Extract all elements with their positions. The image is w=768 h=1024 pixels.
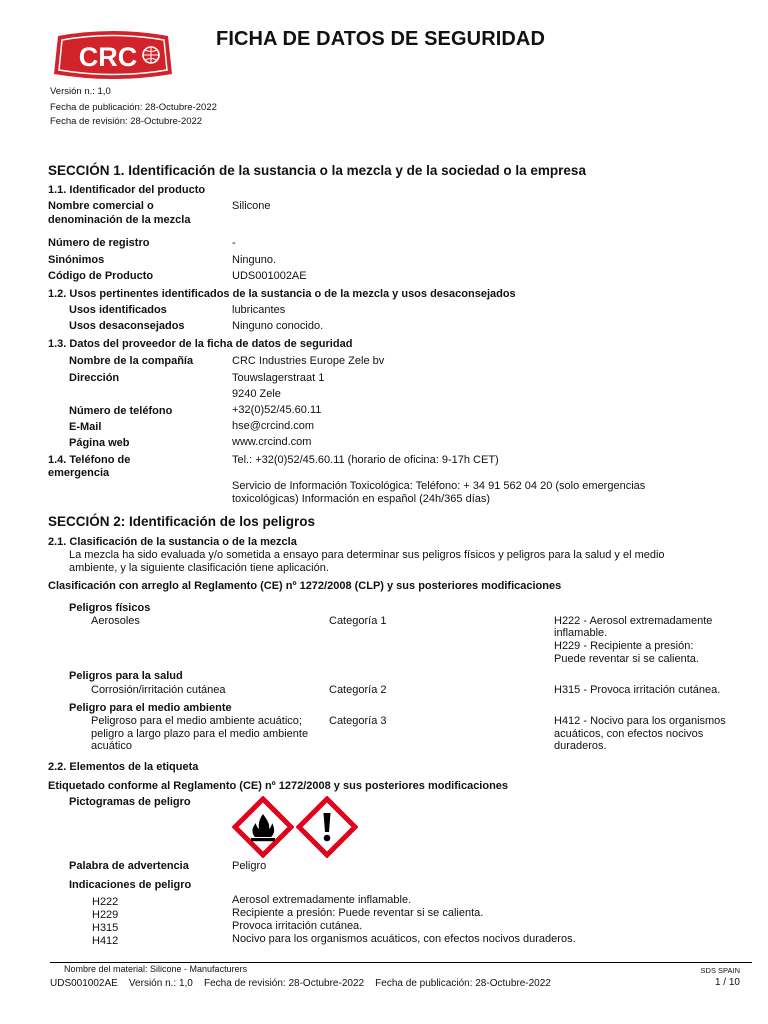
document-title: FICHA DE DATOS DE SEGURIDAD [216,28,546,50]
physical-hazard-h-2: inflamable. [554,627,608,639]
product-code-label: Código de Producto [48,270,154,282]
hazard-text: Nocivo para los organismos acuáticos, con efectos nocivos duraderos. [232,933,576,945]
hazard-text: Recipiente a presión: Puede reventar si se calienta. [232,907,484,919]
toxicology-line-1: Servicio de Información Toxicológica: Teléfono: + 34 91 562 04 20 (solo emergencias [232,480,646,492]
trade-name-value: Silicone [232,200,271,212]
env-hazard-item-3: acuático [91,740,132,752]
product-code-value: UDS001002AE [232,270,307,282]
physical-hazards-title: Peligros físicos [69,602,151,614]
flame-pictogram-icon [232,796,294,858]
emergency-phone-value: Tel.: +32(0)52/45.60.11 (horario de oficina: 9-17h CET) [232,454,499,466]
env-hazards-title: Peligro para el medio ambiente [69,702,232,714]
section-2-title: SECCIÓN 2: Identificación de los peligros [48,514,316,529]
subsection-1-3: 1.3. Datos del proveedor de la ficha de datos de seguridad [48,338,353,350]
address-label: Dirección [69,372,120,384]
hazard-text: Aerosol extremadamente inflamable. [232,894,412,906]
hazard-code: H222 [92,896,119,908]
footer-details: UDS001002AE Versión n.: 1,0 Fecha de revisión: 28-Octubre-2022 Fecha de publicación: 28-Octubre-2022 [50,978,551,989]
health-hazards-title: Peligros para la salud [69,670,183,682]
company-label: Nombre de la compañía [69,355,194,367]
trade-name-label-1: Nombre comercial o [48,200,154,212]
physical-hazard-item: Aerosoles [91,615,140,627]
env-hazard-item-1: Peligroso para el medio ambiente acuático; [91,715,302,727]
classification-text-2: ambiente, y la siguiente clasificación tiene aplicación. [69,562,329,574]
subsection-2-1: 2.1. Clasificación de la sustancia o de la mezcla [48,536,297,548]
physical-hazard-category: Categoría 1 [329,615,387,627]
hazard-code: H229 [92,909,119,921]
registration-value: - [232,237,236,249]
health-hazard-item: Corrosión/irritación cutánea [91,684,226,696]
env-hazard-h-2: acuáticos, con efectos nocivos [554,728,704,740]
address-line-1: Touwslagerstraat 1 [232,372,325,384]
hazard-text: Provoca irritación cutánea. [232,920,363,932]
hazard-code: H412 [92,935,119,947]
website-value: www.crcind.com [232,436,312,448]
revision-date: Fecha de revisión: 28-Octubre-2022 [50,116,203,127]
env-hazard-h-1: H412 - Nocivo para los organismos [554,715,726,727]
env-hazard-category: Categoría 3 [329,715,387,727]
website-label: Página web [69,437,130,449]
svg-text:CRC: CRC [78,42,138,72]
pictograms-label: Pictogramas de peligro [69,796,191,808]
toxicology-line-2: toxicológicas) Información en español (24h/365 días) [232,493,491,505]
signal-word-value: Peligro [232,860,267,872]
trade-name-label-2: denominación de la mezcla [48,214,191,226]
uses-advised-against-label: Usos desaconsejados [69,320,185,332]
crc-logo [50,30,176,80]
synonyms-label: Sinónimos [48,254,105,266]
email-value: hse@crcind.com [232,420,315,432]
env-hazard-h-3: duraderos. [554,740,607,752]
subsection-2-2: 2.2. Elementos de la etiqueta [48,761,199,773]
classification-text-1: La mezcla ha sido evaluada y/o sometida a ensayo para determinar sus peligros físicos y peligros para la salud y el medio [69,549,665,561]
email-label: E-Mail [69,421,102,433]
footer-material: Nombre del material: Silicone - Manufacturers [64,964,248,974]
physical-hazard-h-3: H229 - Recipiente a presión: [554,640,694,652]
signal-word-label: Palabra de advertencia [69,860,189,872]
emergency-label-1: 1.4. Teléfono de [48,454,131,466]
clp-classification-title: Clasificación con arreglo al Reglamento (CE) nº 1272/2008 (CLP) y sus posteriores modificaciones [48,580,562,592]
registration-label: Número de registro [48,237,150,249]
subsection-1-2: 1.2. Usos pertinentes identificados de la sustancia o de la mezcla y usos desaconsejados [48,288,516,300]
hazard-code: H315 [92,922,119,934]
hazard-statements-label: Indicaciones de peligro [69,879,192,891]
page-number: 1 / 10 [714,977,740,988]
physical-hazard-h-1: H222 - Aerosol extremadamente [554,615,713,627]
physical-hazard-h-4: Puede reventar si se calienta. [554,653,699,665]
phone-label: Número de teléfono [69,405,173,417]
identified-uses-label: Usos identificados [69,304,167,316]
section-1-title: SECCIÓN 1. Identificación de la sustancia o la mezcla y de la sociedad o la empresa [48,163,586,178]
health-hazard-category: Categoría 2 [329,684,387,696]
company-value: CRC Industries Europe Zele bv [232,355,385,367]
health-hazard-h: H315 - Provoca irritación cutánea. [554,684,721,696]
emergency-label-2: emergencia [48,467,110,479]
footer-sds: SDS SPAIN [700,966,740,975]
address-line-2: 9240 Zele [232,388,281,400]
labelling-title: Etiquetado conforme al Reglamento (CE) nº 1272/2008 y sus posteriores modificaciones [48,780,509,792]
publication-date: Fecha de publicación: 28-Octubre-2022 [50,102,217,113]
identified-uses-value: lubricantes [232,304,286,316]
footer-rule [50,962,752,963]
version: Versión n.: 1,0 [50,86,111,97]
synonyms-value: Ninguno. [232,254,277,266]
env-hazard-item-2: peligro a largo plazo para el medio ambiente [91,728,309,740]
phone-value: +32(0)52/45.60.11 [232,404,322,416]
uses-advised-against-value: Ninguno conocido. [232,320,324,332]
exclamation-pictogram-icon [296,796,358,858]
subsection-1-1: 1.1. Identificador del producto [48,184,206,196]
